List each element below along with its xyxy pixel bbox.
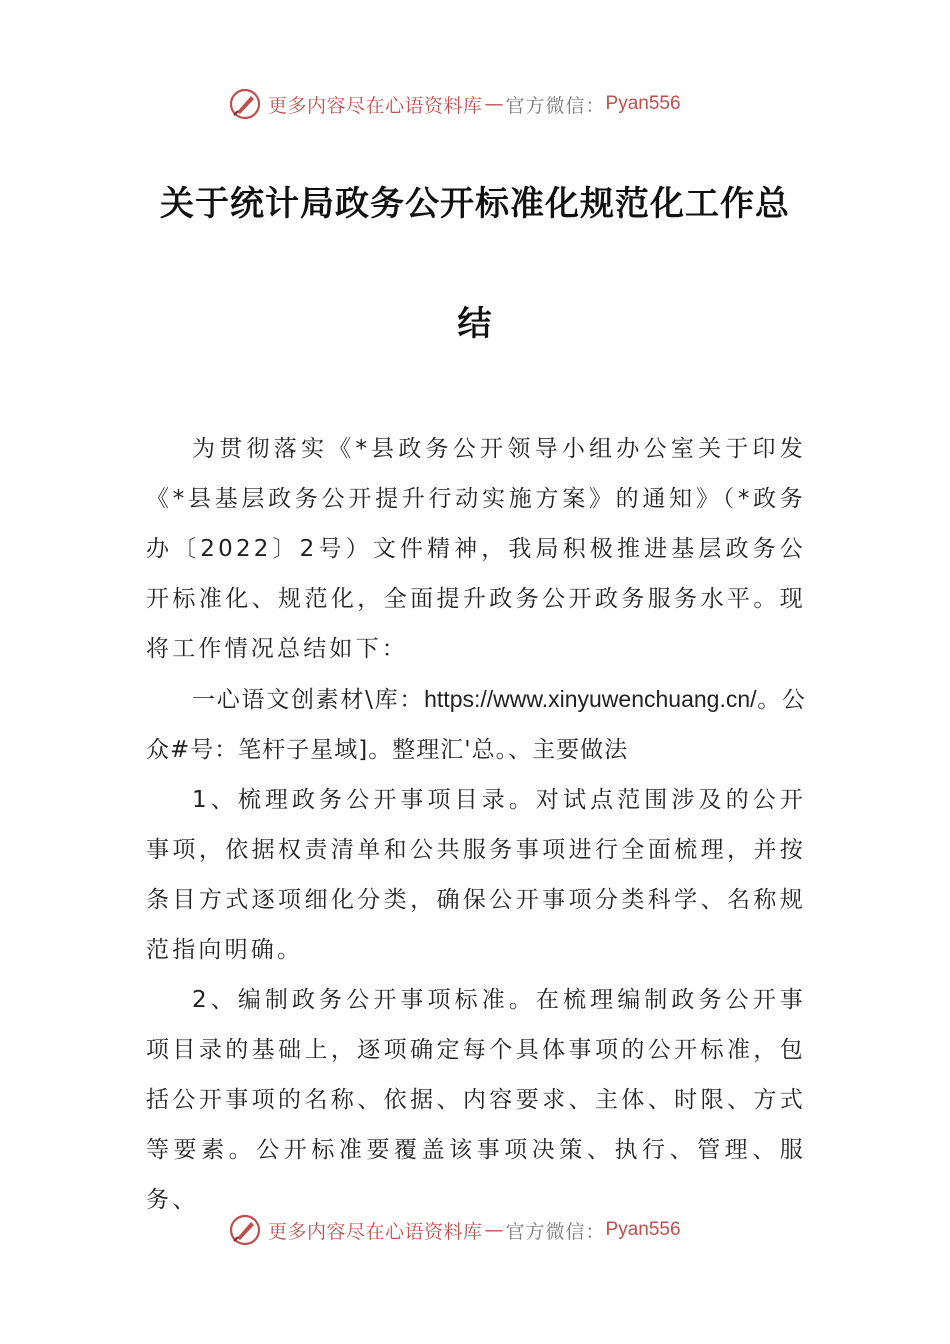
footer-watermark-banner — [228, 1210, 748, 1250]
banner-brand-text: 更多内容尽在心语资料库 — [268, 1220, 483, 1243]
quill-pen-circle-icon — [228, 87, 262, 121]
banner-dash: — — [484, 93, 504, 115]
banner-dash: — — [484, 1219, 504, 1241]
banner-official-label: 官方微信： — [505, 94, 606, 117]
source-paragraph — [146, 674, 806, 775]
banner-official-label: 官方微信： — [505, 1220, 606, 1243]
quill-pen-circle-icon — [228, 1213, 262, 1247]
item2-paragraph: 2、编制政务公开事项标准。在梳理编制政务公开事项目录的基础上，逐项确定每个具体事项的公开标准，包括公开事项的名称、依据、内容要求、主体、时限、方式等要素。公开标准要覆盖该事项决策、执行、管理、服务、 — [146, 987, 806, 1213]
document-body — [146, 424, 806, 1225]
banner-wechat-id: Pyan556 — [605, 1219, 681, 1240]
source-suffix: 。公众#号：笔杆子星域]。整理汇'总。、主要做法 — [146, 687, 807, 763]
item1-paragraph: 1、梳理政务公开事项目录。对试点范围涉及的公开事项，依据权责清单和公共服务事项进行全面梳理，并按条目方式逐项细化分类，确保公开事项分类科学、名称规范指向明确。 — [146, 787, 806, 963]
source-prefix: 一心语文创素材\库： — [192, 687, 425, 713]
source-url-link[interactable]: https://www.xinyuwenchuang.cn/ — [424, 686, 757, 712]
document-title-line1: 关于统计局政务公开标准化规范化工作总 — [160, 184, 790, 224]
intro-paragraph: 为贯彻落实《*县政务公开领导小组办公室关于印发《*县基层政务公开提升行动实施方案》的通知》（*政务办〔2022〕2号）文件精神，我局积极推进基层政务公开标准化、规范化，全面提升政务公开政务服务水平。现将工作情况总结如下： — [146, 436, 806, 662]
document-title-line2: 结 — [457, 304, 493, 344]
banner-wechat-id: Pyan556 — [605, 93, 681, 114]
header-watermark-banner — [228, 84, 748, 124]
banner-brand-text: 更多内容尽在心语资料库 — [268, 94, 483, 117]
